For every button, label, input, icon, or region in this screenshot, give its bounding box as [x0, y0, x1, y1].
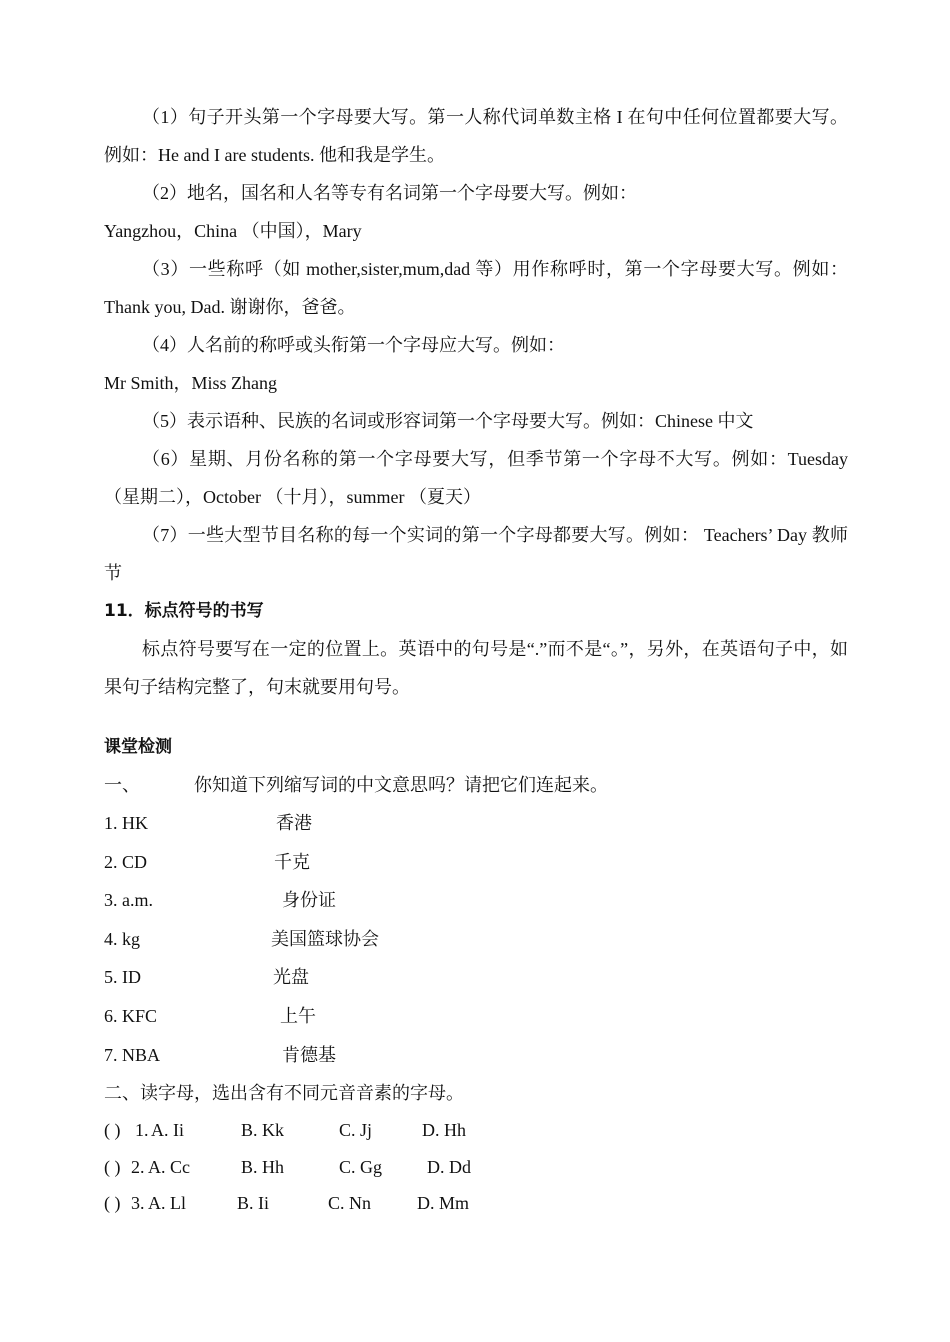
question-row — [104, 1185, 848, 1222]
option-c: C. Gg — [339, 1156, 383, 1177]
abbreviation: 4. kg — [104, 928, 140, 949]
answer-bracket: ( ) — [104, 1193, 121, 1214]
rule-5: （5）表示语种、民族的名词或形容词第一个字母要大写。例如：Chinese 中文 — [142, 411, 754, 431]
meaning: 身份证 — [282, 890, 336, 911]
option-c: C. Jj — [339, 1120, 373, 1141]
abbreviation: 7. NBA — [104, 1044, 161, 1065]
quiz-part-1-number: 一、 — [104, 775, 140, 795]
matching-item — [104, 997, 848, 1036]
option-a: A. Ii — [151, 1120, 184, 1141]
multiple-choice-list — [104, 1112, 848, 1222]
capitalization-rules — [104, 98, 848, 592]
meaning: 千克 — [274, 851, 310, 872]
matching-item — [104, 843, 848, 882]
option-b: B. Ii — [237, 1193, 270, 1214]
quiz-part-1-instruction — [104, 766, 848, 804]
matching-item — [104, 881, 848, 920]
option-b: B. Hh — [241, 1156, 285, 1177]
option-a: A. Ll — [148, 1193, 186, 1214]
question-row — [104, 1112, 848, 1149]
question-number: 1. — [135, 1120, 149, 1141]
question-number: 3. — [131, 1193, 145, 1214]
option-c: C. Nn — [328, 1193, 372, 1214]
question-number: 2. — [131, 1156, 145, 1177]
rule-6: （6）星期、月份名称的第一个字母要大写，但季节第一个字母不大写。例如：Tuesday （星期二），October （十月），summer （夏天） — [104, 449, 848, 507]
answer-bracket: ( ) — [104, 1156, 121, 1177]
question-row — [104, 1149, 848, 1186]
abbreviation: 5. ID — [104, 967, 141, 988]
option-d: D. Hh — [422, 1120, 466, 1141]
section-11-heading: 11．标点符号的书写 — [104, 601, 264, 621]
matching-list — [104, 804, 848, 1074]
option-d: D. Dd — [427, 1156, 471, 1177]
quiz-part-2-instruction: 二、读字母，选出含有不同元音音素的字母。 — [104, 1083, 464, 1104]
rule-1: （1）句子开头第一个字母要大写。第一人称代词单数主格 I 在句中任何位置都要大写。例如：He and I are students. 他和我是学生。 — [104, 107, 848, 165]
matching-item — [104, 958, 848, 997]
spacer — [104, 706, 848, 728]
matching-item — [104, 920, 848, 959]
rule-2: （2）地名，国名和人名等专有名词第一个字母要大写。例如： — [142, 183, 637, 203]
abbreviation: 6. KFC — [104, 1005, 158, 1026]
meaning: 美国篮球协会 — [271, 928, 379, 949]
matching-item — [104, 1036, 848, 1075]
meaning: 上午 — [280, 1005, 316, 1026]
section-11-body: 标点符号要写在一定的位置上。英语中的句号是“.”而不是“。”，另外，在英语句子中，如果句子结构完整了，句末就要用句号。 — [104, 639, 848, 697]
quiz-part-1-text: 你知道下列缩写词的中文意思吗？请把它们连起来。 — [194, 775, 608, 795]
rule-4-example: Mr Smith，Miss Zhang — [104, 373, 278, 393]
rule-2-example: Yangzhou，China （中国），Mary — [104, 221, 362, 241]
abbreviation: 3. a.m. — [104, 890, 153, 911]
option-a: A. Cc — [148, 1156, 190, 1177]
meaning: 香港 — [276, 813, 312, 833]
abbreviation: 2. CD — [104, 851, 148, 872]
option-b: B. Kk — [241, 1120, 285, 1141]
rule-7: （7）一些大型节目名称的每一个实词的第一个字母都要大写。例如： Teachers’ Day 教师节 — [104, 525, 848, 583]
rule-3: （3）一些称呼（如 mother,sister,mum,dad 等）用作称呼时，第一个字母要大写。例如：Thank you, Dad. 谢谢你，爸爸。 — [104, 259, 848, 317]
abbreviation: 1. HK — [104, 813, 148, 833]
meaning: 肯德基 — [282, 1044, 336, 1065]
option-d: D. Mm — [417, 1193, 470, 1214]
matching-item — [104, 804, 848, 843]
document-page — [104, 98, 848, 1222]
answer-bracket: ( ) — [104, 1120, 121, 1141]
rule-4: （4）人名前的称呼或头衔第一个字母应大写。例如： — [142, 335, 565, 355]
quiz-heading: 课堂检测 — [104, 737, 172, 757]
meaning: 光盘 — [273, 967, 309, 988]
